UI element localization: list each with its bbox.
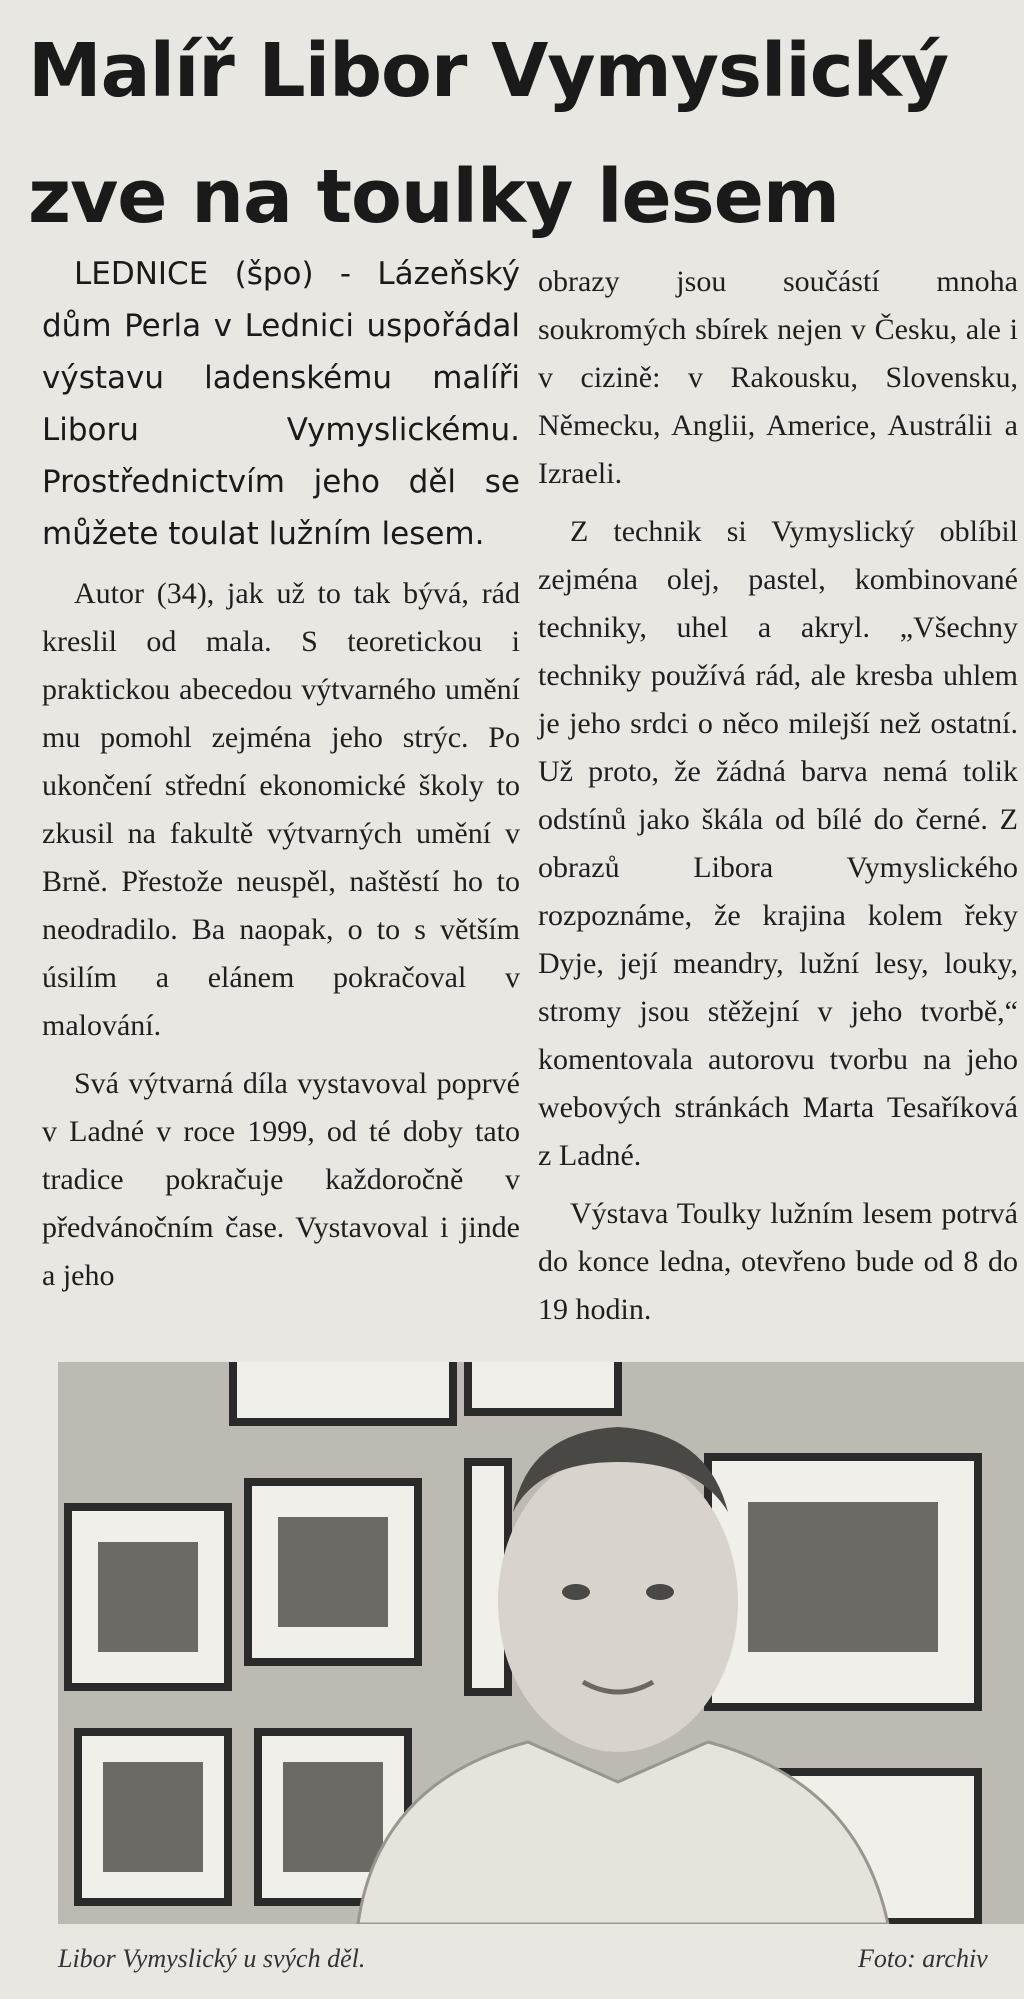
left-column [42,248,520,1310]
photo-credit: Foto: archiv [858,1944,988,1973]
body-paragraph: Autor (34), jak už to tak bývá, rád kreslil od mala. S teoretickou i praktickou abecedou výtvarného umění mu pomohl zejména jeho strýc. Po ukončení střední ekonomické školy to zkusil na fakultě výtvarných umění v Brně. Přestože neuspěl, naštěstí ho to neodradilo. Ba naopak, o to s větším úsilím a elánem pokračoval v malování. [42,577,520,1042]
body-paragraph: Z technik si Vymyslický oblíbil zejména olej, pastel, kombinované techniky, uhel a akryl. „Všechny techniky používá rád, ale kresba uhlem je jeho srdci o něco milejší než ostatní. Už proto, že žádná barva nemá tolik odstínů jako škála od bílé do černé. Z obrazů Libora Vymyslického rozpoznáme, že krajina kolem řeky Dyje, její meandry, lužní lesy, louky, stromy jsou stěžejní v jeho tvorbě,“ komentovala autorovu tvorbu na jeho webových stránkách Marta Tesaříková z Ladné. [538,515,1018,1172]
headline-line-2: zve na toulky lesem [28,154,840,240]
body-paragraph: Výstava Toulky lužním lesem potrvá do konce ledna, otevřeno bude od 8 do 19 hodin. [538,1197,1018,1326]
body-paragraph: obrazy jsou součástí mnoha soukromých sbírek nejen v Česku, ale i v cizině: v Rakousku, Slovensku, Německu, Anglii, Americe, Austrálii a Izraeli. [538,265,1018,490]
article-photo [58,1362,1024,1924]
headline [28,8,1008,260]
headline-line-1: Malíř Libor Vymyslický [28,28,949,114]
lead-paragraph: LEDNICE (špo) - Lázeňský dům Perla v Lednici uspořádal výstavu ladenskému malíři Liboru Vymyslickému. Prostřednictvím jeho děl se můžete toulat lužním lesem. [42,256,520,552]
body-paragraph: Svá výtvarná díla vystavoval poprvé v Ladné v roce 1999, od té doby tato tradice pokračuje každoročně v předvánočním čase. Vystavoval i jinde a jeho [42,1067,520,1292]
photo-caption: Libor Vymyslický u svých děl. [58,1944,366,1973]
right-column [538,258,1018,1344]
photo-painter-with-paintings [58,1362,1024,1924]
